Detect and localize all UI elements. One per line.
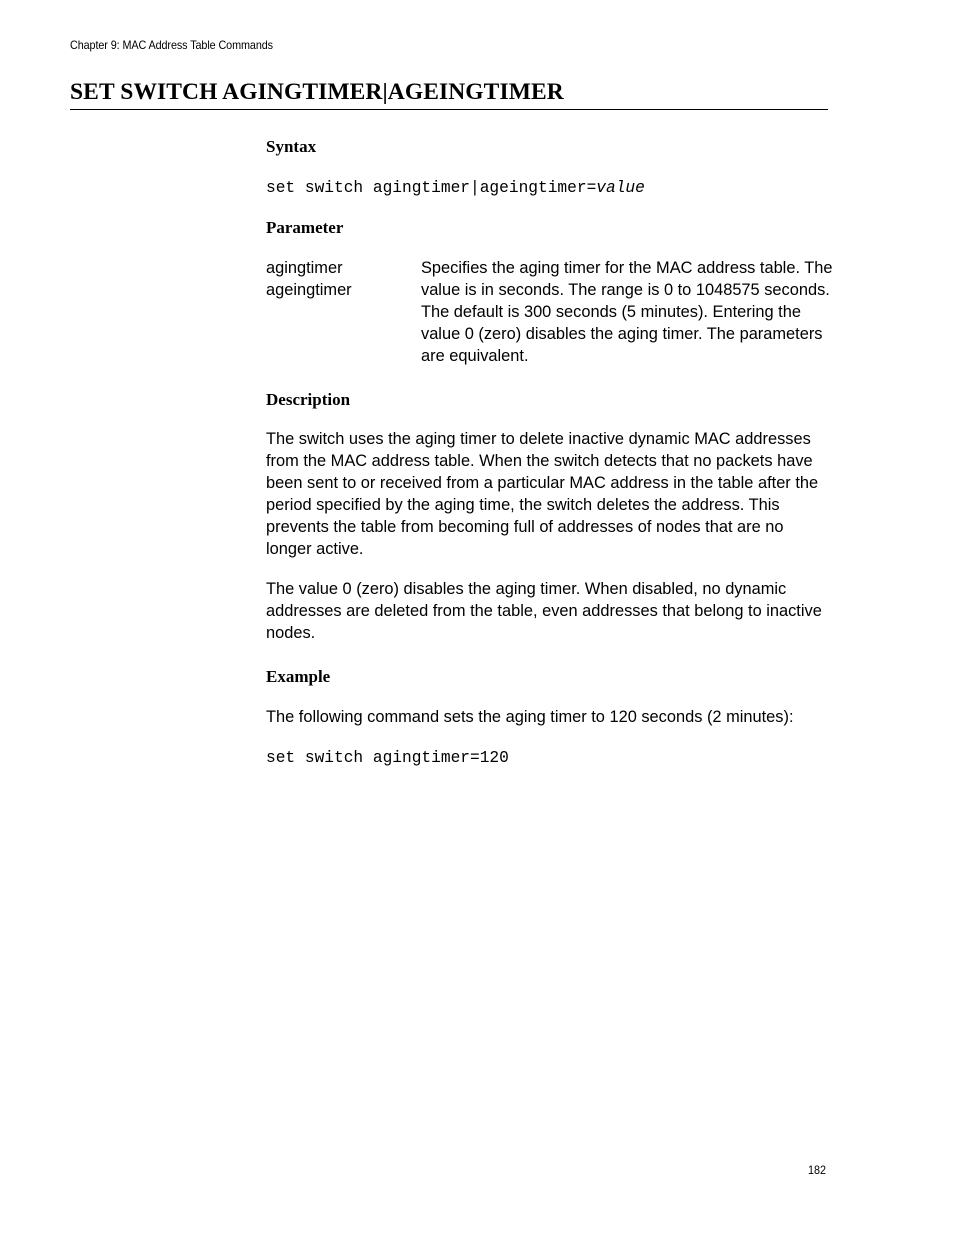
title-rule	[70, 109, 828, 110]
example-command: set switch agingtimer=120	[266, 749, 509, 767]
parameter-name: agingtimer	[266, 259, 343, 277]
description-paragraph: The switch uses the aging timer to delete inactive dynamic MAC addresses from the MAC address table. When the switch detects that no packets have been sent to or received from a particular MAC address in the table after the period specified by the aging time, the switch deletes the address. This prevents the table from becoming full of addresses of nodes that are no longer active.	[266, 430, 819, 558]
description-paragraph: The value 0 (zero) disables the aging timer. When disabled, no dynamic addresses are deleted from the table, even addresses that belong to inactive nodes.	[266, 580, 822, 642]
description-heading: Description	[266, 390, 351, 409]
parameter-name: ageingtimer	[266, 280, 352, 299]
syntax-command	[266, 178, 645, 198]
example-intro: The following command sets the aging timer to 120 seconds (2 minutes):	[266, 708, 794, 726]
parameter-heading: Parameter	[266, 218, 344, 237]
example-heading: Example	[266, 667, 331, 686]
syntax-command-argument: value	[596, 179, 645, 197]
syntax-command-prefix: set switch agingtimer|ageingtimer=	[266, 179, 597, 197]
syntax-heading: Syntax	[266, 137, 317, 156]
page-title: SET SWITCH AGINGTIMER|AGEINGTIMER	[70, 79, 564, 105]
parameter-names	[266, 258, 416, 302]
parameter-description: Specifies the aging timer for the MAC address table. The value is in seconds. The range is 0 to 1048575 seconds. The default is 300 seconds (5 minutes). Entering the value 0 (zero) disables the aging timer. The parameters are equivalent.	[421, 259, 833, 365]
page-number: 182	[808, 1163, 827, 1177]
running-header: Chapter 9: MAC Address Table Commands	[70, 38, 273, 52]
